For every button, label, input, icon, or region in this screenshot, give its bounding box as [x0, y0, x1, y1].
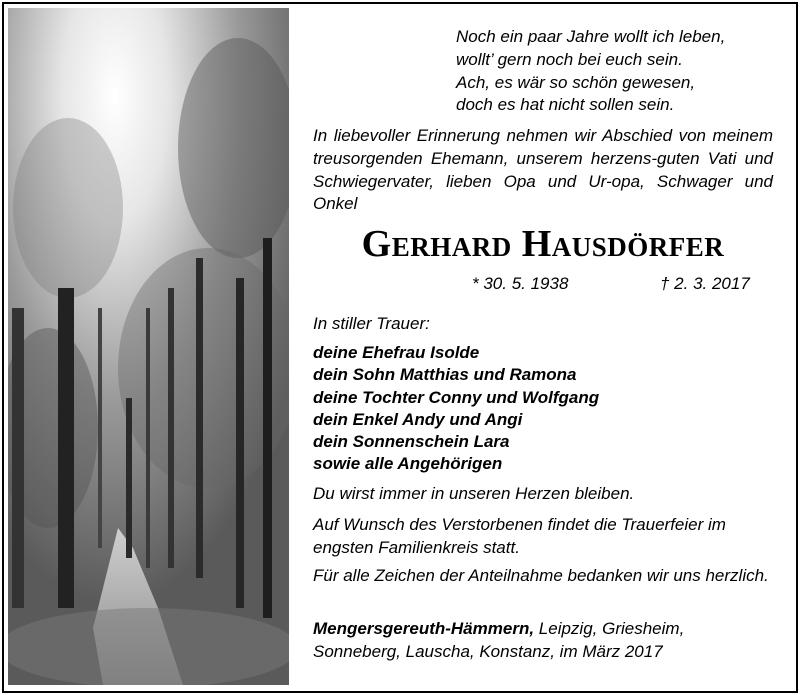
poem-line: Noch ein paar Jahre wollt ich leben, [456, 27, 726, 46]
place-others: Leipzig, Griesheim, Sonneberg, Lauscha, Konstanz, im März 2017 [313, 619, 685, 661]
heart-line: Du wirst immer in unseren Herzen bleiben. [313, 484, 635, 503]
forest-photo [8, 8, 289, 685]
mourning-heading: In stiller Trauer: [313, 314, 430, 333]
poem-line: Ach, es wär so schön gewesen, [456, 72, 696, 92]
funeral-note: Auf Wunsch des Verstorbenen findet die Trauerfeier im engsten Familienkreis statt. [313, 515, 726, 557]
poem [456, 26, 725, 117]
birth-date: * 30. 5. 1938 [472, 274, 569, 293]
family-member: deine Ehefrau Isolde [313, 343, 480, 362]
family-member: dein Sonnenschein Lara [313, 432, 510, 452]
poem-line: doch es hat nicht sollen sein. [456, 95, 675, 115]
thanks-note: Für alle Zeichen der Anteilnahme bedanken wir uns herzlich. [313, 566, 769, 585]
family-member: sowie alle Angehörigen [313, 454, 503, 474]
deceased-name: Gerhard Hausdörfer [361, 223, 725, 265]
family-member: deine Tochter Conny und Wolfgang [313, 387, 600, 407]
family-member: dein Sohn Matthias und Ramona [313, 365, 577, 385]
family-member: dein Enkel Andy und Angi [313, 409, 523, 429]
death-date: † 2. 3. 2017 [660, 274, 750, 293]
intro-paragraph: In liebevoller Erinnerung nehmen wir Abschied von meinem treusorgenden Ehemann, unserem herzens-guten Vati und Schwiegervater, lieben Opa und Ur-opa, Schwager und Onkel [313, 126, 773, 214]
family-list [313, 342, 773, 476]
poem-line: wollt’ gern noch bei euch sein. [456, 49, 683, 69]
place-primary: Mengersgereuth-Hämmern, [313, 619, 535, 638]
place-date-line [313, 618, 773, 664]
